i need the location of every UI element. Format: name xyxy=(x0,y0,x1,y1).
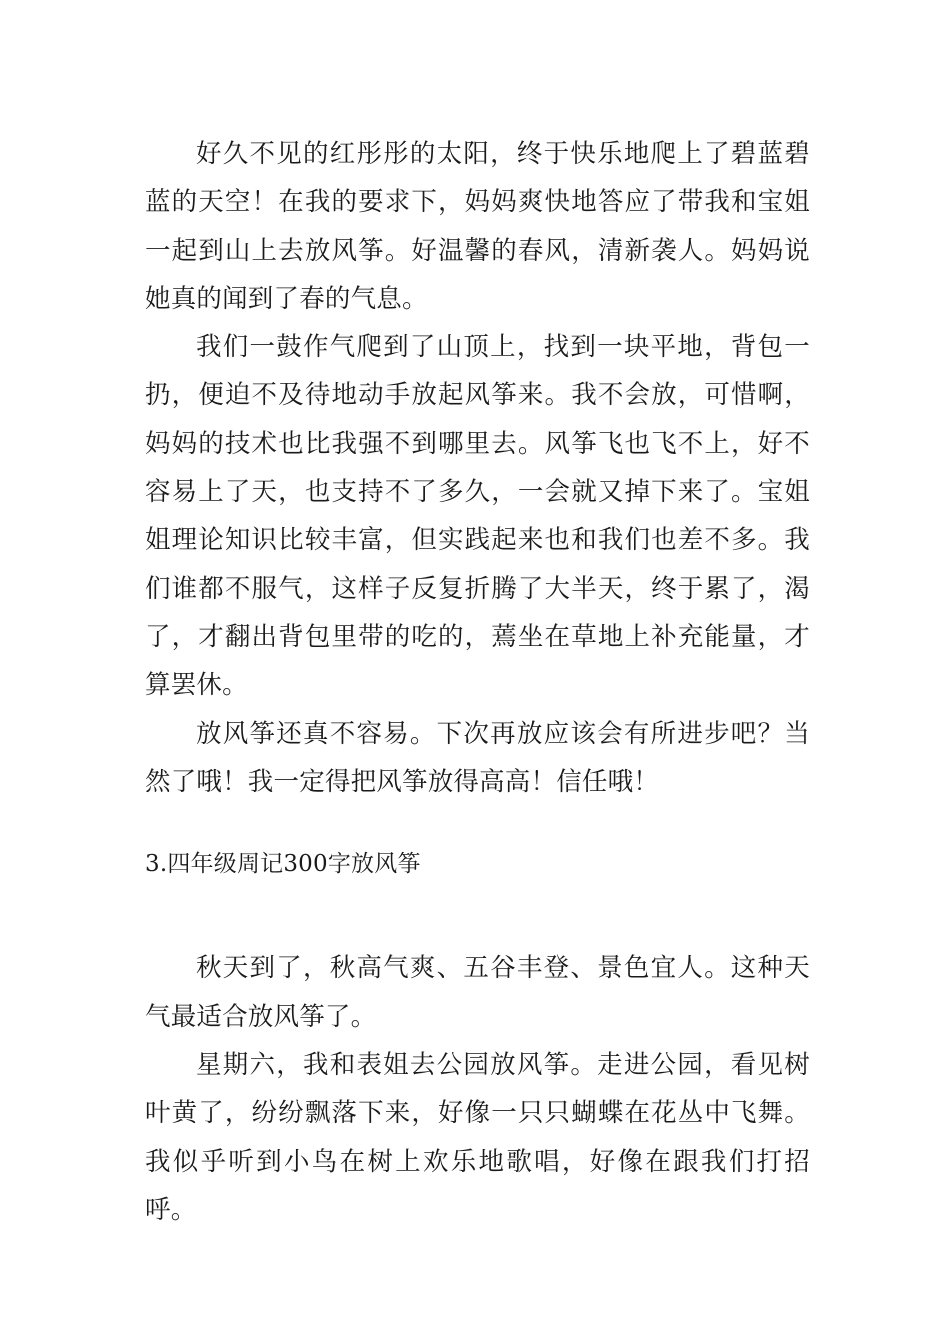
paragraph-flying-attempt: 我们一鼓作气爬到了山顶上，找到一块平地，背包一扔，便迫不及待地动手放起风筝来。我不会放，可惜啊，妈妈的技术也比我强不到哪里去。风筝飞也飞不上，好不容易上了天，也支持不了多久，一会就又掉下来了。宝姐姐理论知识比较丰富，但实践起来也和我们也差不多。我们谁都不服气，这样子反复折腾了大半天，终于累了，渴了，才翻出背包里带的吃的，蔫坐在草地上补充能量，才算罢休。 xyxy=(145,332,810,701)
paragraph-autumn: 秋天到了，秋高气爽、五谷丰登、景色宜人。这种天气最适合放风筝了。 xyxy=(145,953,810,1032)
paragraph-sunny-day: 好久不见的红彤彤的太阳，终于快乐地爬上了碧蓝碧蓝的天空！在我的要求下，妈妈爽快地答应了带我和宝姐一起到山上去放风筝。好温馨的春风，清新袭人。妈妈说她真的闻到了春的气息。 xyxy=(145,139,810,314)
paragraph-saturday-park: 星期六，我和表姐去公园放风筝。走进公园，看见树叶黄了，纷纷飘落下来，好像一只只蝴蝶在花丛中飞舞。我似乎听到小鸟在树上欢乐地歌唱，好像在跟我们打招呼。 xyxy=(145,1050,810,1225)
section-title: 3.四年级周记300字放风筝 xyxy=(145,851,421,878)
document-body xyxy=(145,130,810,1234)
paragraph-conclusion: 放风筝还真不容易。下次再放应该会有所进步吧？当然了哦！我一定得把风筝放得高高！信任哦！ xyxy=(145,718,810,797)
